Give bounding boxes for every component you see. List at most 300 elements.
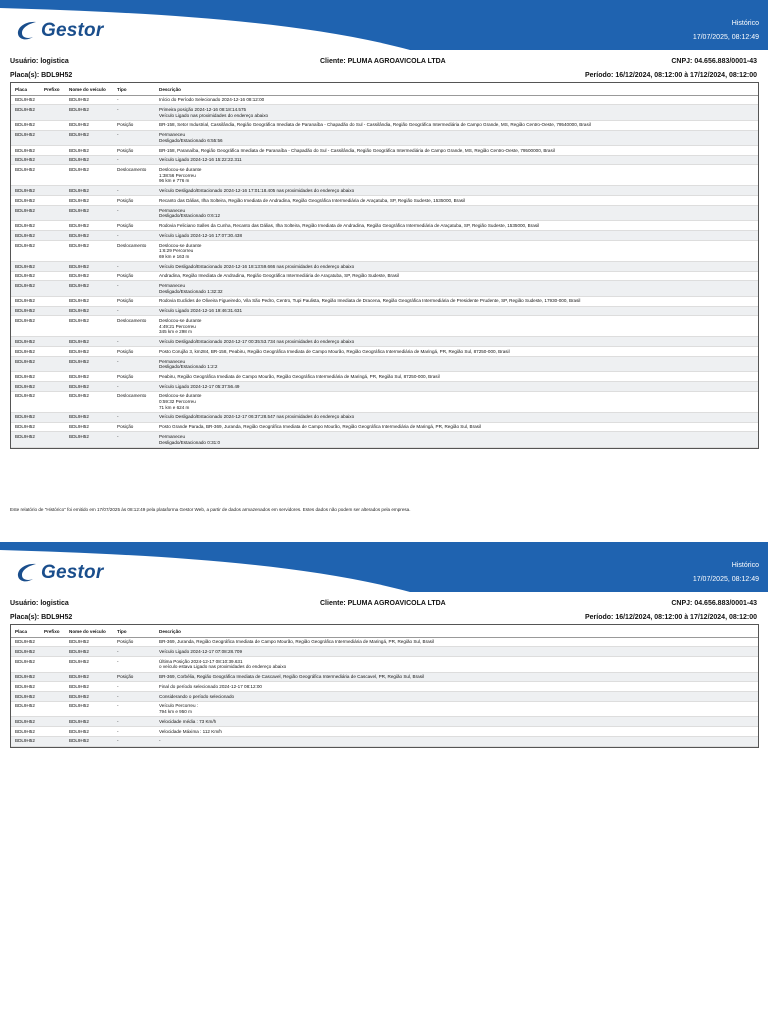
gestor-logo xyxy=(14,16,103,46)
cell-descricao xyxy=(159,424,758,430)
cell-placa: BDL9H52 xyxy=(15,242,35,248)
cell-placa: BDL9H52 xyxy=(15,434,35,439)
table-row xyxy=(11,638,758,648)
cell-nome: BDL9H52 xyxy=(69,157,89,163)
cell-nome: BDL9H52 xyxy=(69,232,89,238)
col-nome: Nome do veículo xyxy=(69,87,106,92)
descricao-line: Desligado/Estacionado 0:31:0 xyxy=(159,439,221,445)
header-band xyxy=(0,542,768,592)
cell-tipo: Posição xyxy=(117,298,134,304)
cell-prefixo xyxy=(44,719,69,725)
descricao-line: Considerando o período selecionado xyxy=(159,693,235,699)
cell-prefixo xyxy=(44,223,69,229)
descricao-line: Início do Período Selecionado 2024-12-16 08:12:00 xyxy=(159,97,265,103)
report-meta xyxy=(0,592,768,622)
table-row xyxy=(11,382,758,392)
cell-placa: BDL9H52 xyxy=(15,358,35,364)
cell-tipo: Posição xyxy=(117,147,134,153)
descricao-line: Desligado/Estacionado 0:6:12 xyxy=(159,213,221,219)
cell-tipo: Deslocamento xyxy=(117,167,147,173)
cell-nome: BDL9H52 xyxy=(69,197,89,203)
descricao-line: Veículo Ligado 2024-12-16 17:07:30.438 xyxy=(159,232,243,238)
cell-nome: BDL9H52 xyxy=(69,393,89,399)
table-body xyxy=(11,638,758,747)
cell-nome: BDL9H52 xyxy=(69,298,89,304)
cell-placa: BDL9H52 xyxy=(15,197,35,203)
cell-nome: BDL9H52 xyxy=(69,308,89,314)
cell-nome: BDL9H52 xyxy=(69,424,89,430)
cell-placa: BDL9H52 xyxy=(15,232,35,238)
descricao-line: Veículo Ligado nas proximidades do endereço abaixo xyxy=(159,112,269,118)
history-table xyxy=(10,624,759,748)
cell-prefixo xyxy=(44,649,69,655)
descricao-line: Posto Grande Parada, BR-369, Juranda, Região Geográfica Imediata de Campo Mourão, Região Geográfica Intermediária de Maringá, PR, Região Sul, Brasil xyxy=(159,424,481,430)
cell-tipo: Deslocamento xyxy=(117,393,147,399)
table-row xyxy=(11,281,758,296)
descricao-line: Veículo Desligado/Estacionado 2024-12-17 06:37:28.547 nas proximidades do endereço abaixo xyxy=(159,414,355,420)
cell-nome: BDL9H52 xyxy=(69,207,89,213)
table-row xyxy=(11,347,758,357)
cell-placa: BDL9H52 xyxy=(15,157,35,163)
cell-placa: BDL9H52 xyxy=(15,703,35,709)
cell-tipo: Posição xyxy=(117,674,134,680)
table-row xyxy=(11,717,758,727)
descricao-line: 0:59:32 Percorreu xyxy=(159,399,196,405)
cell-placa: BDL9H52 xyxy=(15,738,35,744)
cell-prefixo xyxy=(44,132,69,143)
cell-descricao xyxy=(159,684,758,690)
descricao-line: 69 km e 163 m xyxy=(159,253,190,259)
cell-placa: BDL9H52 xyxy=(15,318,35,323)
cell-descricao xyxy=(159,349,758,355)
cell-nome: BDL9H52 xyxy=(69,383,89,389)
table-row xyxy=(11,737,758,747)
cell-descricao xyxy=(159,107,758,118)
cell-prefixo xyxy=(44,659,69,670)
cell-placa: BDL9H52 xyxy=(15,207,35,213)
descricao-line: Veículo Desligado/Estacionado 2024-12-16 17:01:18.405 nas proximidades do endereço abaixo xyxy=(159,188,355,194)
cnpj-label: CNPJ: 04.656.883/0001-43 xyxy=(671,600,757,607)
cell-prefixo xyxy=(44,167,69,184)
table-row xyxy=(11,272,758,282)
cell-placa: BDL9H52 xyxy=(15,147,35,153)
table-row xyxy=(11,432,758,447)
descricao-line: Deslocou-se durante xyxy=(159,167,202,173)
cell-tipo: Deslocamento xyxy=(117,318,147,323)
cell-tipo: - xyxy=(117,703,119,709)
descricao-line: Andradina, Região Imediata de Andradina, Região Geográfica Intermediária de Araçatuba, SP, Região Sudeste, Brasil xyxy=(159,273,399,279)
gestor-swoosh-icon xyxy=(14,18,40,44)
cell-nome: BDL9H52 xyxy=(69,132,89,138)
cell-tipo: - xyxy=(117,207,119,213)
cell-placa: BDL9H52 xyxy=(15,424,35,430)
cell-prefixo xyxy=(44,198,69,204)
cell-nome: BDL9H52 xyxy=(69,147,89,153)
cell-nome: BDL9H52 xyxy=(69,373,89,379)
descricao-line: 71 km e 624 m xyxy=(159,404,190,410)
table-row xyxy=(11,413,758,423)
cell-nome: BDL9H52 xyxy=(69,348,89,354)
descricao-line: Primeira posição 2024-12-16 08:18:14.575 xyxy=(159,106,247,112)
issued-datetime: 17/07/2025, 08:12:49 xyxy=(692,576,759,583)
cell-placa: BDL9H52 xyxy=(15,298,35,304)
cell-placa: BDL9H52 xyxy=(15,393,35,399)
descricao-line: Desligado/Estacionado 1:2:2 xyxy=(159,364,218,370)
descricao-line: BR-158, Setor Industrial, Cassilândia, Região Geográfica Imediata de Paranaíba - Chapadão do Sul - Cassilândia, Região Geográfica Intermediária de Campo Grande, MS, Região Centro-Oeste, 79540000, Brasil xyxy=(159,122,591,128)
report-header xyxy=(0,542,768,592)
col-placa: Placa xyxy=(15,87,28,92)
cell-nome: BDL9H52 xyxy=(69,358,89,364)
cell-nome: BDL9H52 xyxy=(69,106,89,112)
cell-descricao xyxy=(159,122,758,128)
cell-tipo: Posição xyxy=(117,424,134,430)
descricao-line: Posto Corujão 3, km284, BR-158, Peabiru, Região Geográfica Imediata de Campo Mourão, Região Geográfica Intermediária de Maringá, PR, Região Sul, 87250-000, Brasil xyxy=(159,348,510,354)
table-row xyxy=(11,206,758,221)
cell-nome: BDL9H52 xyxy=(69,658,89,664)
cell-tipo: - xyxy=(117,338,119,344)
cell-tipo: Posição xyxy=(117,197,134,203)
col-descricao: Descrição xyxy=(159,629,181,634)
cell-tipo: - xyxy=(117,106,119,112)
cell-prefixo xyxy=(44,243,69,260)
descricao-line: Veículo Ligado 2024-12-16 19:46:31.631 xyxy=(159,308,243,314)
report-name: Histórico xyxy=(731,20,759,27)
cell-prefixo xyxy=(44,157,69,163)
cell-prefixo xyxy=(44,359,69,370)
cell-prefixo xyxy=(44,434,69,445)
table-row xyxy=(11,231,758,241)
descricao-line: 1:6:29 Percorreu xyxy=(159,248,194,254)
report-name: Histórico xyxy=(731,562,759,569)
table-row xyxy=(11,316,758,337)
table-row xyxy=(11,146,758,156)
cell-prefixo xyxy=(44,349,69,355)
cell-descricao xyxy=(159,318,758,335)
table-row xyxy=(11,337,758,347)
descricao-line: Deslocou-se durante xyxy=(159,393,202,399)
cell-placa: BDL9H52 xyxy=(15,683,35,689)
cell-prefixo xyxy=(44,97,69,103)
cell-nome: BDL9H52 xyxy=(69,728,89,734)
table-row xyxy=(11,657,758,672)
col-descricao: Descrição xyxy=(159,87,181,92)
cell-nome: BDL9H52 xyxy=(69,97,89,103)
cell-prefixo xyxy=(44,233,69,239)
cell-tipo: Posição xyxy=(117,273,134,279)
client-label: Cliente: PLUMA AGROAVICOLA LTDA xyxy=(320,600,446,607)
cell-tipo: - xyxy=(117,658,119,664)
table-row xyxy=(11,96,758,106)
cell-tipo: Posição xyxy=(117,348,134,354)
cell-descricao xyxy=(159,639,758,645)
cell-nome: BDL9H52 xyxy=(69,703,89,709)
cell-prefixo xyxy=(44,107,69,118)
cell-prefixo xyxy=(44,424,69,430)
descricao-line: Permaneceu xyxy=(159,207,186,213)
cell-prefixo xyxy=(44,374,69,380)
report-meta xyxy=(0,50,768,80)
plates-label: Placa(s): BDL9H52 xyxy=(10,614,73,621)
brand-name: Gestor xyxy=(41,562,104,583)
descricao-line: Velocidade Máxima : 112 Km/h xyxy=(159,728,222,734)
cell-nome: BDL9H52 xyxy=(69,648,89,654)
cell-tipo: - xyxy=(117,648,119,654)
cell-placa: BDL9H52 xyxy=(15,728,35,734)
table-row xyxy=(11,105,758,120)
cell-prefixo xyxy=(44,339,69,345)
cell-descricao xyxy=(159,738,758,744)
issued-datetime: 17/07/2025, 08:12:49 xyxy=(692,34,759,41)
cell-prefixo xyxy=(44,298,69,304)
cell-descricao xyxy=(159,649,758,655)
cell-tipo: Posição xyxy=(117,122,134,128)
period-label: Período: 16/12/2024, 08:12:00 à 17/12/2024, 08:12:00 xyxy=(584,614,757,621)
descricao-line: Veículo Percorreu : xyxy=(159,703,199,709)
brand-name: Gestor xyxy=(41,20,104,41)
cell-placa: BDL9H52 xyxy=(15,283,35,289)
cell-descricao xyxy=(159,97,758,103)
cell-nome: BDL9H52 xyxy=(69,738,89,744)
cell-nome: BDL9H52 xyxy=(69,167,89,173)
cell-tipo: - xyxy=(117,132,119,138)
descricao-line: 345 km e 298 m xyxy=(159,329,192,335)
cell-nome: BDL9H52 xyxy=(69,674,89,680)
cell-descricao xyxy=(159,157,758,163)
table-row xyxy=(11,727,758,737)
table-row xyxy=(11,121,758,131)
user-label: Usuário: logistica xyxy=(10,58,69,65)
descricao-line: 1:38:56 Percorreu xyxy=(159,172,196,178)
cell-tipo: - xyxy=(117,693,119,699)
header-band xyxy=(0,0,768,50)
cell-descricao xyxy=(159,208,758,219)
cell-nome: BDL9H52 xyxy=(69,414,89,420)
cell-prefixo xyxy=(44,283,69,294)
cell-nome: BDL9H52 xyxy=(69,718,89,724)
cell-descricao xyxy=(159,308,758,314)
descricao-line: o veículo estava Ligado nas proximidades do endereço abaixo xyxy=(159,664,287,670)
cell-prefixo xyxy=(44,674,69,680)
gestor-logo xyxy=(14,558,103,588)
cell-descricao xyxy=(159,659,758,670)
cell-nome: BDL9H52 xyxy=(69,242,89,248)
cell-descricao xyxy=(159,283,758,294)
descricao-line: 4:49:21 Percorreu xyxy=(159,323,196,329)
cell-placa: BDL9H52 xyxy=(15,693,35,699)
col-prefixo: Prefixo xyxy=(44,629,60,634)
descricao-line: Peabiru, Região Geográfica Imediata de Campo Mourão, Região Geográfica Intermediária de Maringá, PR, Região Sul, 87250-000, Brasil xyxy=(159,373,440,379)
cell-descricao xyxy=(159,188,758,194)
cell-placa: BDL9H52 xyxy=(15,648,35,654)
descricao-line: Final do período selecionado 2024-12-17 08:12:00 xyxy=(159,683,262,689)
cell-tipo: - xyxy=(117,728,119,734)
descricao-line: Recanto das Dálias, Ilha Solteira, Região Imediata de Andradina, Região Geográfica Intermediária de Araçatuba, SP, Região Sudeste, 1535000, Brasil xyxy=(159,197,466,203)
cell-placa: BDL9H52 xyxy=(15,383,35,389)
cell-prefixo xyxy=(44,703,69,714)
descricao-line: - xyxy=(159,738,161,744)
cell-tipo: - xyxy=(117,718,119,724)
cell-descricao xyxy=(159,264,758,270)
cell-nome: BDL9H52 xyxy=(69,318,89,323)
cell-placa: BDL9H52 xyxy=(15,308,35,314)
descricao-line: Permaneceu xyxy=(159,283,186,289)
cell-nome: BDL9H52 xyxy=(69,222,89,228)
cell-descricao xyxy=(159,148,758,154)
cell-placa: BDL9H52 xyxy=(15,674,35,680)
cell-descricao xyxy=(159,434,758,445)
descricao-line: Desligado/Estacionado 6:55:56 xyxy=(159,137,223,143)
table-row xyxy=(11,186,758,196)
cell-placa: BDL9H52 xyxy=(15,132,35,138)
cell-tipo: Posição xyxy=(117,639,134,645)
cell-prefixo xyxy=(44,684,69,690)
cell-prefixo xyxy=(44,384,69,390)
col-prefixo: Prefixo xyxy=(44,87,60,92)
cell-prefixo xyxy=(44,208,69,219)
cell-descricao xyxy=(159,273,758,279)
cell-placa: BDL9H52 xyxy=(15,167,35,173)
cell-prefixo xyxy=(44,729,69,735)
cell-tipo: - xyxy=(117,263,119,269)
cell-nome: BDL9H52 xyxy=(69,122,89,128)
table-row xyxy=(11,131,758,146)
cell-prefixo xyxy=(44,414,69,420)
cell-tipo: - xyxy=(117,738,119,744)
cell-placa: BDL9H52 xyxy=(15,348,35,354)
col-placa: Placa xyxy=(15,629,28,634)
cell-descricao xyxy=(159,729,758,735)
cell-descricao xyxy=(159,132,758,143)
col-tipo: Tipo xyxy=(117,87,127,92)
cell-prefixo xyxy=(44,148,69,154)
table-row xyxy=(11,647,758,657)
cell-tipo: - xyxy=(117,157,119,163)
cell-tipo: Posição xyxy=(117,222,134,228)
col-nome: Nome do veículo xyxy=(69,629,106,634)
cell-descricao xyxy=(159,414,758,420)
table-body xyxy=(11,96,758,448)
descricao-line: Velocidade média : 73 Km/h xyxy=(159,718,217,724)
descricao-line: Rodovia Feliciano Salles da Cunha, Recanto das Dálias, Ilha Solteira, Região Imediata de Andradina, Região Geográfica Intermediária de Araçatuba, SP, Região Sudeste, 1535000, Brasil xyxy=(159,222,540,228)
cell-descricao xyxy=(159,703,758,714)
cell-descricao xyxy=(159,359,758,370)
descricao-line: Veículo Ligado 2024-12-16 15:22:22.311 xyxy=(159,157,242,163)
cell-descricao xyxy=(159,384,758,390)
cell-descricao xyxy=(159,374,758,380)
descricao-line: Permaneceu xyxy=(159,132,186,138)
descricao-line: BR-369, Corbélia, Região Geográfica Imediata de Cascavel, Região Geográfica Intermediária de Cascavel, PR, Região Sul, Brasil xyxy=(159,674,425,680)
descricao-line: Desligado/Estacionado 1:32:32 xyxy=(159,288,223,294)
cell-tipo: - xyxy=(117,188,119,194)
cell-placa: BDL9H52 xyxy=(15,373,35,379)
client-label: Cliente: PLUMA AGROAVICOLA LTDA xyxy=(320,58,446,65)
descricao-line: Rodovia Euclides de Oliveira Figueiredo, Vila São Pedro, Centro, Tupi Paulista, Região Imediata de Dracena, Região Geográfica Intermediária de Presidente Prudente, SP, Região Sudeste, 17930-000, Brasil xyxy=(159,298,581,304)
cell-descricao xyxy=(159,719,758,725)
cell-tipo: - xyxy=(117,358,119,364)
cell-placa: BDL9H52 xyxy=(15,639,35,645)
cell-prefixo xyxy=(44,264,69,270)
cell-tipo: - xyxy=(117,97,119,103)
gestor-swoosh-icon xyxy=(14,560,40,586)
table-header xyxy=(11,83,758,96)
cell-tipo: - xyxy=(117,383,119,389)
descricao-line: BR-158, Paranaíba, Região Geográfica Imediata de Paranaíba - Chapadão do Sul - Cassilândia, Região Geográfica Intermediária de Campo Grande, MS, Região Centro-Oeste, 79500000, Brasil xyxy=(159,147,555,153)
table-row xyxy=(11,196,758,206)
cell-descricao xyxy=(159,198,758,204)
cell-tipo: - xyxy=(117,232,119,238)
table-row xyxy=(11,682,758,692)
cell-nome: BDL9H52 xyxy=(69,693,89,699)
cell-descricao xyxy=(159,694,758,700)
cell-nome: BDL9H52 xyxy=(69,188,89,194)
cell-nome: BDL9H52 xyxy=(69,273,89,279)
cell-nome: BDL9H52 xyxy=(69,434,89,439)
table-row xyxy=(11,372,758,382)
table-row xyxy=(11,357,758,372)
table-row xyxy=(11,156,758,166)
cell-descricao xyxy=(159,223,758,229)
cell-placa: BDL9H52 xyxy=(15,338,35,344)
descricao-line: Veículo Desligado/Estacionado 2024-12-16 18:13:59.666 nas proximidades do endereço abaixo xyxy=(159,263,355,269)
user-label: Usuário: logistica xyxy=(10,600,69,607)
table-row xyxy=(11,702,758,717)
cell-descricao xyxy=(159,674,758,680)
cell-tipo: - xyxy=(117,434,119,439)
cell-placa: BDL9H52 xyxy=(15,106,35,112)
table-row xyxy=(11,262,758,272)
cell-descricao xyxy=(159,233,758,239)
period-label: Período: 16/12/2024, 08:12:00 à 17/12/2024, 08:12:00 xyxy=(584,72,757,79)
cell-nome: BDL9H52 xyxy=(69,338,89,344)
descricao-line: Deslocou-se durante xyxy=(159,318,202,323)
cell-nome: BDL9H52 xyxy=(69,263,89,269)
descricao-line: Veículo Desligado/Estacionado 2024-12-17 00:35:53.734 nas proximidades do endereço abaixo xyxy=(159,338,355,344)
cell-descricao xyxy=(159,393,758,410)
cell-tipo: - xyxy=(117,308,119,314)
cell-tipo: Deslocamento xyxy=(117,242,147,248)
cell-prefixo xyxy=(44,122,69,128)
report-page-2 xyxy=(0,542,768,1024)
cell-placa: BDL9H52 xyxy=(15,273,35,279)
descricao-line: Última Posição 2024-12-17 08:10:39.631 xyxy=(159,658,243,664)
cell-tipo: - xyxy=(117,414,119,420)
cell-prefixo xyxy=(44,318,69,335)
cell-descricao xyxy=(159,298,758,304)
cell-prefixo xyxy=(44,273,69,279)
plates-label: Placa(s): BDL9H52 xyxy=(10,72,73,79)
cell-tipo: Posição xyxy=(117,373,134,379)
descricao-line: Veículo Ligado 2024-12-17 07:08:28.709 xyxy=(159,648,243,654)
cell-prefixo xyxy=(44,738,69,744)
table-row xyxy=(11,307,758,317)
cell-prefixo xyxy=(44,188,69,194)
cell-tipo: - xyxy=(117,283,119,289)
cell-nome: BDL9H52 xyxy=(69,683,89,689)
cell-placa: BDL9H52 xyxy=(15,188,35,194)
cell-prefixo xyxy=(44,639,69,645)
table-row xyxy=(11,673,758,683)
cell-prefixo xyxy=(44,694,69,700)
cell-prefixo xyxy=(44,308,69,314)
descricao-line: Deslocou-se durante xyxy=(159,242,202,248)
cell-descricao xyxy=(159,339,758,345)
cell-placa: BDL9H52 xyxy=(15,97,35,103)
cell-nome: BDL9H52 xyxy=(69,283,89,289)
descricao-line: Permaneceu xyxy=(159,358,186,364)
cell-placa: BDL9H52 xyxy=(15,658,35,664)
descricao-line: Permaneceu xyxy=(159,434,186,439)
table-row xyxy=(11,692,758,702)
